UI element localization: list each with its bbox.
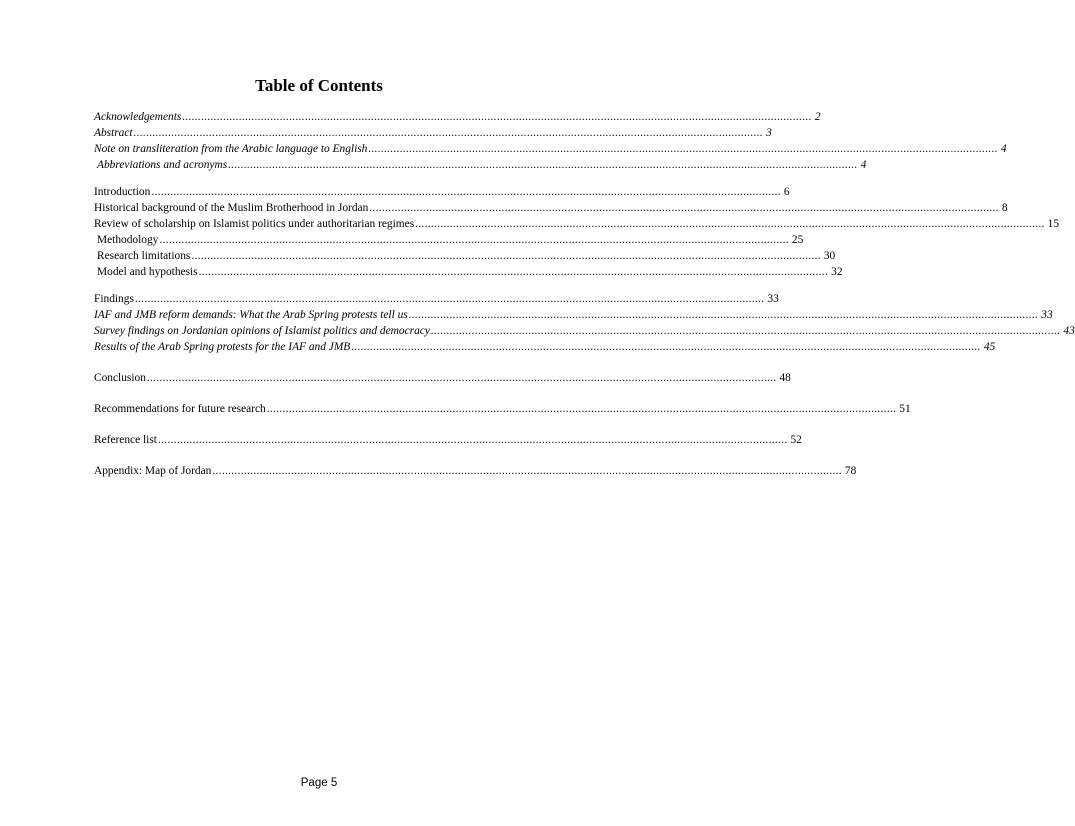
toc-entry-recommendations[interactable] [94, 401, 911, 417]
toc-entry-page: 33 [767, 293, 779, 305]
toc-entry-page: 45 [983, 341, 996, 353]
toc-entry-survey-findings[interactable] [94, 323, 1075, 339]
toc-entry-page: 32 [831, 266, 843, 278]
toc-entry-abbreviations[interactable] [94, 157, 867, 173]
leader-dots: ........................................................................................................................................................................................................ [182, 111, 812, 123]
toc-entry-acknowledgements[interactable] [94, 109, 821, 125]
toc-entry-page: 15 [1047, 218, 1060, 230]
toc-entry-page: 4 [860, 159, 867, 171]
toc-entry-methodology[interactable] [94, 232, 804, 248]
leader-dots: ........................................................................................................................................................................................................ [146, 372, 777, 384]
leader-dots: ........................................................................................................................................................................................................ [266, 403, 897, 415]
toc-entry-appendix[interactable] [94, 463, 857, 479]
leader-dots: ........................................................................................................................................................................................................ [415, 218, 1045, 230]
toc-entry-reform-demands[interactable] [94, 307, 1053, 323]
toc-entry-page: 6 [783, 186, 790, 198]
toc-entry-label: Reference list [94, 434, 157, 446]
toc-entry-label: Abbreviations and acronyms [97, 159, 228, 171]
toc-entry-label: Note on transliteration from the Arabic language to English [94, 143, 368, 155]
leader-dots: ........................................................................................................................................................................................................ [368, 143, 998, 155]
toc-entry-page: 4 [1000, 143, 1007, 155]
toc-entry-label: Review of scholarship on Islamist politics under authoritarian regimes [94, 218, 415, 230]
toc-entry-label: Survey findings on Jordanian opinions of Islamist politics and democracy [94, 325, 430, 337]
leader-dots: ........................................................................................................................................................................................................ [159, 234, 789, 246]
toc-entry-page: 2 [814, 111, 821, 123]
toc-entry-label: IAF and JMB reform demands: What the Arab Spring protests tell us [94, 309, 408, 321]
leader-dots: ........................................................................................................................................................................................................ [157, 434, 788, 446]
toc-entry-label: Acknowledgements [94, 111, 182, 123]
leader-dots: ........................................................................................................................................................................................................ [212, 465, 842, 477]
leader-dots: ........................................................................................................................................................................................................ [369, 202, 999, 214]
leader-dots: ........................................................................................................................................................................................................ [133, 127, 764, 139]
toc-entry-label: Abstract [94, 127, 133, 139]
leader-dots: ........................................................................................................................................................................................................ [228, 159, 858, 171]
toc-entry-abstract[interactable] [94, 125, 772, 141]
toc-entry-label: Research limitations [97, 250, 191, 262]
toc-entry-label: Historical background of the Muslim Brotherhood in Jordan [94, 202, 369, 214]
toc-entry-page: 78 [844, 465, 857, 477]
toc-entry-conclusion[interactable] [94, 370, 791, 386]
table-of-contents [94, 109, 1075, 479]
toc-entry-page: 51 [899, 403, 911, 415]
toc-entry-model-and-hypothesis[interactable] [94, 264, 843, 280]
toc-entry-label: Model and hypothesis [97, 266, 198, 278]
leader-dots: ........................................................................................................................................................................................................ [430, 325, 1061, 337]
leader-dots: ........................................................................................................................................................................................................ [191, 250, 821, 262]
toc-entry-research-limitations[interactable] [94, 248, 836, 264]
toc-entry-page: 52 [790, 434, 802, 446]
leader-dots: ........................................................................................................................................................................................................ [408, 309, 1039, 321]
leader-dots: ........................................................................................................................................................................................................ [351, 341, 981, 353]
toc-entry-page: 33 [1041, 309, 1053, 321]
toc-entry-reference-list[interactable] [94, 432, 802, 448]
toc-entry-label: Results of the Arab Spring protests for the IAF and JMB [94, 341, 351, 353]
toc-entry-page: 43 [1063, 325, 1075, 337]
leader-dots: ........................................................................................................................................................................................................ [151, 186, 781, 198]
toc-entry-transliteration[interactable] [94, 141, 1007, 157]
toc-entry-label: Methodology [97, 234, 159, 246]
leader-dots: ........................................................................................................................................................................................................ [198, 266, 829, 278]
toc-entry-introduction[interactable] [94, 184, 790, 200]
leader-dots: ........................................................................................................................................................................................................ [134, 293, 765, 305]
toc-entry-historical-background[interactable] [94, 200, 1008, 216]
toc-entry-label: Appendix: Map of Jordan [94, 465, 212, 477]
toc-entry-review-of-scholarship[interactable] [94, 216, 1060, 232]
toc-entry-page: 8 [1001, 202, 1008, 214]
toc-entry-label: Recommendations for future research [94, 403, 266, 415]
toc-entry-results[interactable] [94, 339, 996, 355]
toc-entry-page: 25 [791, 234, 804, 246]
toc-entry-page: 3 [766, 127, 772, 139]
toc-entry-page: 48 [779, 372, 791, 384]
toc-entry-label: Conclusion [94, 372, 146, 384]
page-title: Table of Contents [255, 76, 383, 95]
toc-entry-label: Findings [94, 293, 134, 305]
page-number-footer: Page 5 [300, 777, 338, 789]
toc-entry-label: Introduction [94, 186, 151, 198]
toc-entry-page: 30 [823, 250, 836, 262]
toc-entry-findings[interactable] [94, 291, 779, 307]
